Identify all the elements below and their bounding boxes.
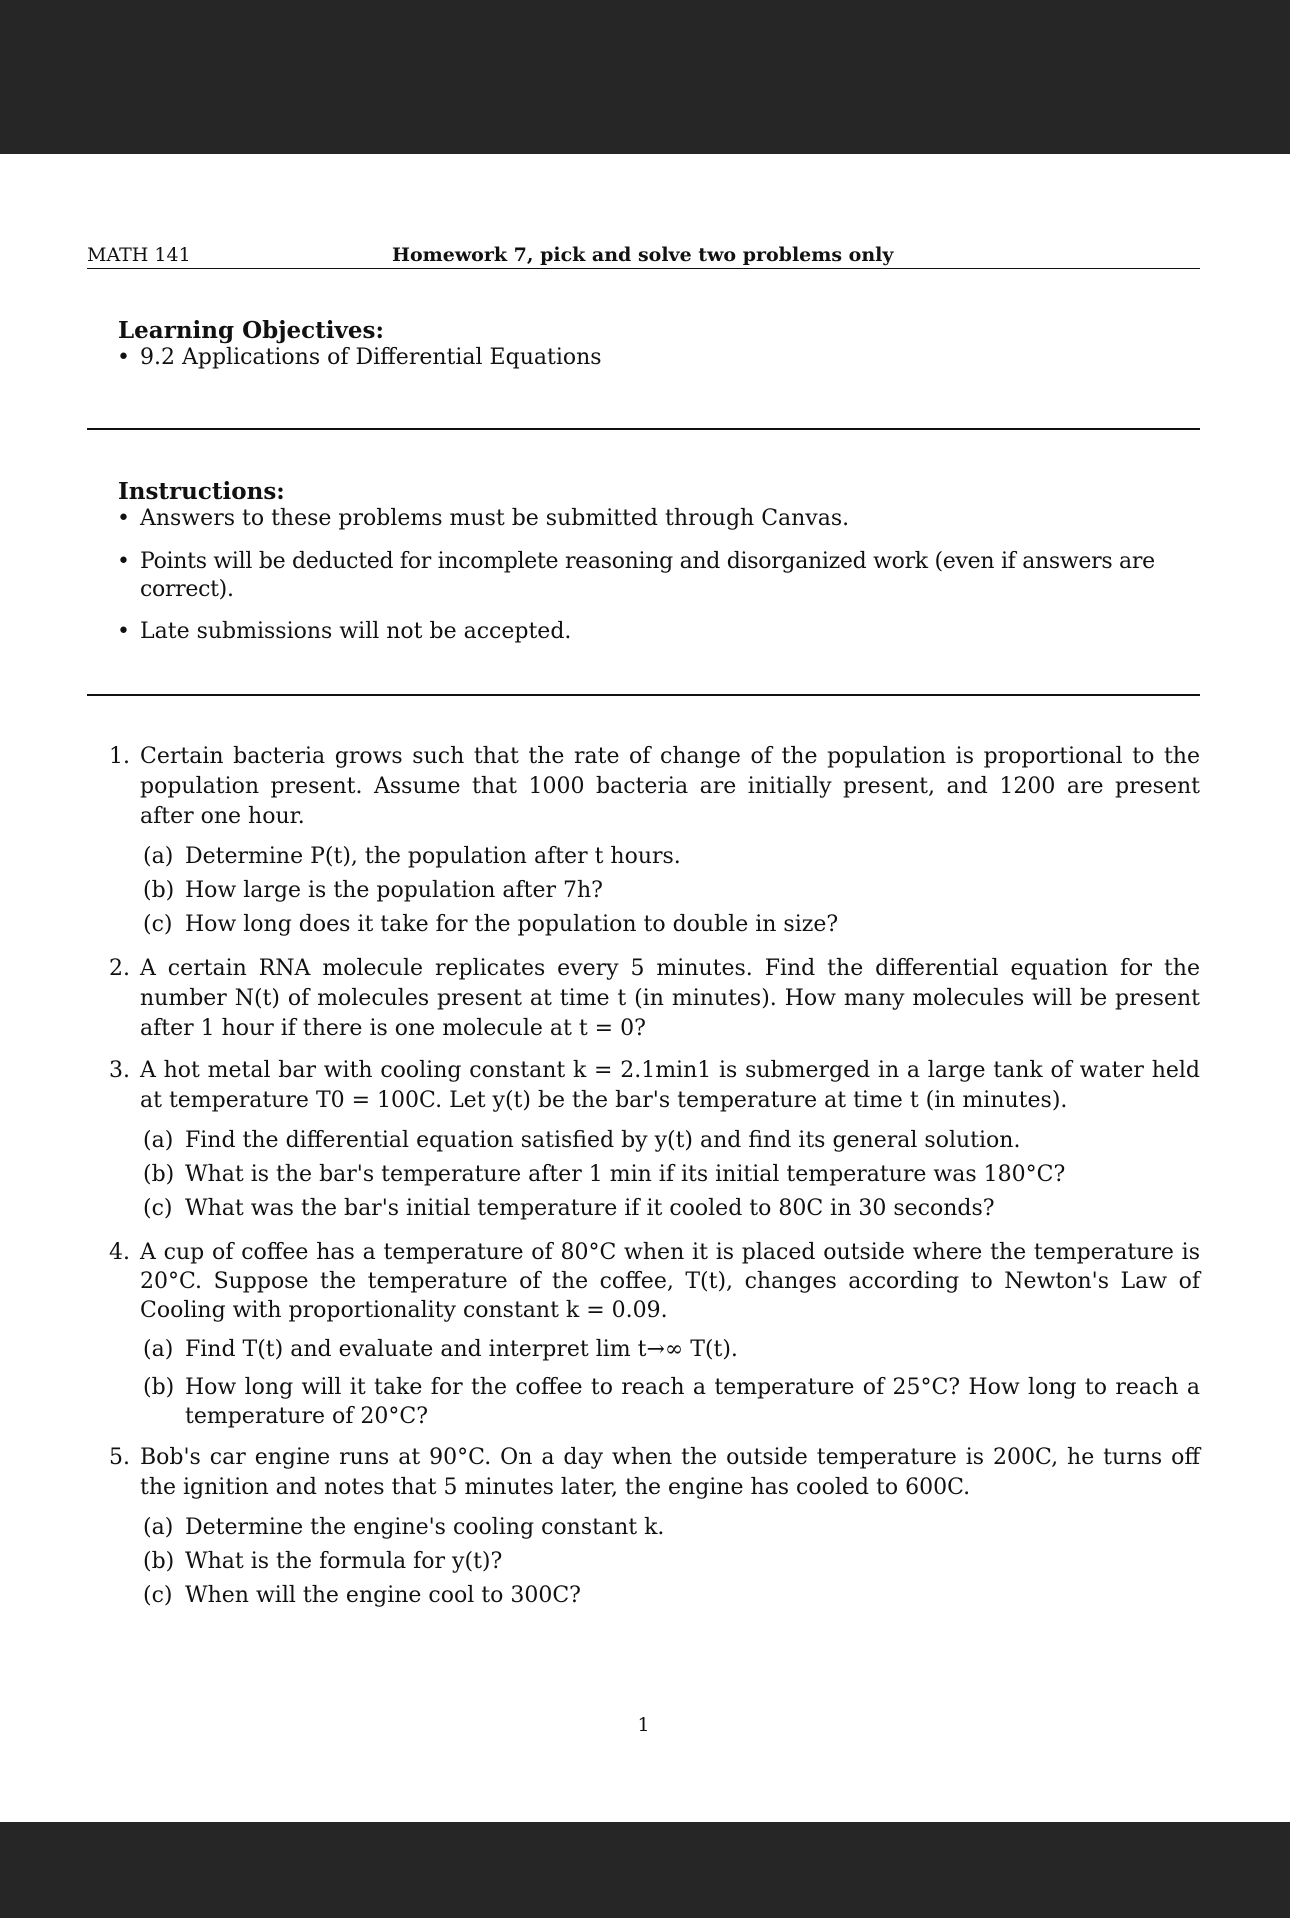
part-label: (c) [143,1196,173,1221]
part-label: (a) [143,1337,174,1362]
objectives-list [87,344,1200,372]
part-text: Determine P(t), the population after t hours. [185,844,681,869]
problem-parts [140,1333,1200,1431]
homework-title: Homework 7, pick and solve two problems only [392,244,894,266]
part-text: How long will it take for the coffee to reach a temperature of 25°C? How long to reach a temperature of 20°C? [185,1375,1200,1429]
problem-text: A hot metal bar with cooling constant k = 2.1min1 is submerged in a large tank of water held at temperature T0 = 100C. Let y(t) be the bar's temperature at time t (in minutes). [140,1058,1200,1113]
bottom-bar [0,1822,1290,1918]
problem-part [140,908,1200,942]
page-number: 1 [637,1714,650,1736]
part-text: How long does it take for the population to double in size? [185,912,839,937]
part-label: (c) [143,1583,173,1608]
problem-3 [87,1056,1200,1226]
part-text: Find the differential equation satisfied by y(t) and find its general solution. [185,1128,1021,1153]
part-text: When will the engine cool to 300C? [185,1583,581,1608]
objectives-heading: Learning Objectives: [118,317,384,344]
problem-part [140,1545,1200,1579]
instruction-item: • Answers to these problems must be submitted through Canvas. [87,505,1200,533]
problem-text: Bob's car engine runs at 90°C. On a day when the outside temperature is 200C, he turns off the ignition and notes that 5 minutes later, the engine has cooled to 600C. [140,1445,1200,1500]
problem-parts [140,1124,1200,1226]
part-label: (a) [143,1515,174,1540]
instructions-heading: Instructions: [118,478,285,505]
problem-4 [87,1238,1200,1431]
problem-number: 5. [109,1445,130,1470]
part-label: (c) [143,912,173,937]
instructions-list [87,505,1200,646]
problem-part [140,1511,1200,1545]
top-bar [0,0,1290,154]
problem-5 [87,1443,1200,1613]
part-label: (b) [143,1549,175,1574]
course-code: MATH 141 [87,244,191,266]
part-label: (b) [143,1375,175,1400]
problem-part [140,874,1200,908]
part-text: What is the bar's temperature after 1 min if its initial temperature was 180°C? [185,1162,1066,1187]
part-label: (b) [143,878,175,903]
part-label: (a) [143,1128,174,1153]
instruction-item: • Late submissions will not be accepted. [87,618,1200,646]
problem-text: Certain bacteria grows such that the rate of change of the population is proportional to the population present. Assume that 1000 bacteria are initially present, and 1200 are present after one hour. [140,744,1200,829]
part-label: (a) [143,844,174,869]
part-label: (b) [143,1162,175,1187]
problem-number: 2. [109,956,130,981]
problem-parts [140,840,1200,942]
problem-part [140,1373,1200,1431]
problem-part [140,1124,1200,1158]
objective-item: • 9.2 Applications of Differential Equations [87,344,1200,372]
part-text: What was the bar's initial temperature if it cooled to 80C in 30 seconds? [185,1196,995,1221]
problem-1 [87,742,1200,942]
problem-part [140,1333,1200,1367]
problem-part [140,1158,1200,1192]
instruction-item: • Points will be deducted for incomplete reasoning and disorganized work (even if answers are correct). [87,548,1200,604]
part-text: What is the formula for y(t)? [185,1549,503,1574]
problem-2 [87,954,1200,1044]
divider [87,428,1200,430]
problem-text: A certain RNA molecule replicates every 5 minutes. Find the differential equation for the number N(t) of molecules present at time t (in minutes). How many molecules will be present after 1 hour if there is one molecule at t = 0? [140,956,1200,1041]
problem-text: A cup of coffee has a temperature of 80°C when it is placed outside where the temperature is 20°C. Suppose the temperature of the coffee, T(t), changes according to Newton's Law of Cooling with proportionality constant k = 0.09. [140,1240,1200,1323]
problem-parts [140,1511,1200,1613]
problem-part [140,1192,1200,1226]
problem-part [140,840,1200,874]
divider [87,694,1200,696]
part-text: How large is the population after 7h? [185,878,603,903]
part-text: Find T(t) and evaluate and interpret lim t→∞ T(t). [185,1337,738,1362]
problem-number: 3. [109,1058,130,1083]
problem-part [140,1579,1200,1613]
problem-list [87,742,1200,1613]
problem-number: 1. [109,744,130,769]
document-page [87,240,1200,1736]
part-text: Determine the engine's cooling constant k. [185,1515,665,1540]
page-header [87,240,1200,269]
problem-number: 4. [109,1240,130,1265]
